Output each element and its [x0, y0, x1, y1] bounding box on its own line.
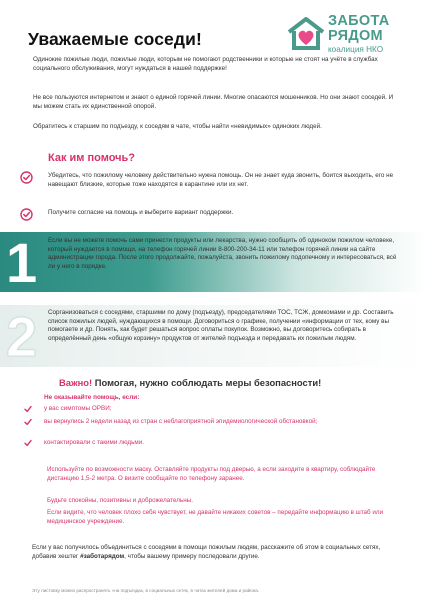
- condition-text: у вас симптомы ОРВИ;: [44, 405, 112, 412]
- logo-subtitle: коалиция НКО: [328, 45, 384, 54]
- option-text: Если вы не можете помочь сами принести продукты или лекарства, нужно сообщить об одиноком пожилом человеке, который нуждается в помощи, на телефон горячей линии 8-800-200-34-11 или телефон горячей линии на сайте администрации города. После этого продолжайте, пожалуйста, звонить пожилому подопечному и интересоваться, всё ли у него в порядке.: [48, 237, 397, 270]
- advice-paragraph: Будьте спокойны, позитивны и доброжелательны.: [47, 497, 193, 504]
- check-mark-icon: [24, 439, 32, 447]
- check-mark-icon: [24, 405, 32, 413]
- safety-heading-accent: Важно!: [59, 377, 93, 388]
- safety-heading: [59, 377, 321, 388]
- closing-text-start: Если у вас получилось объединиться с соседями в помощи пожилым людям, расскажите об этом в социальных сетях, добавив хештег: [32, 544, 381, 560]
- logo: [286, 12, 416, 58]
- check-circle-icon: [20, 208, 33, 221]
- advice-paragraph: Если видите, что человек плохо себя чувствует, не давайте никаких советов – передайте информацию в штаб или медицинское учреждение.: [47, 509, 384, 525]
- check-item-text: Убедитесь, что пожилому человеку действительно нужна помощь. Он не знает куда звонить, боится выходить, его не навещают близкие, которые тоже находятся в карантине или их нет.: [48, 172, 394, 188]
- option-number: 2: [6, 305, 38, 368]
- logo-text-line1: ЗАБОТА: [328, 13, 390, 29]
- closing-text-end: , чтобы вашему примеру последовали другие.: [124, 552, 260, 560]
- advice-paragraph: Используйте по возможности маску. Оставляйте продукты под дверью, а если заходите в квартиру, соблюдайте дистанцию 1,5-2 метра. О визите сообщайте по телефону заранее.: [47, 466, 376, 482]
- check-item-text: Получите согласие на помощь и выберите вариант поддержки.: [48, 209, 234, 216]
- option-text: Сорганизоваться с соседями, старшими по дому (подъезду), председателями ТОС, ТСЖ, домкомами и др. Составить список пожилых людей, нуждающихся в помощи. Договориться о графике, получении «информации от тех, кому вы помогаете и др. Понять, как будет решаться вопрос оплаты покупок. Возможно, вы договоритесь собирать в определённый день «общую корзину» продуктов от жителей подъезда и передавать их пожилым людям.: [48, 309, 394, 342]
- fine-print: Эту листовку можно распространять «на подъездах, в социальных сетях, в чатах жителей дома и района.: [32, 588, 260, 593]
- how-to-help-heading: Как им помочь?: [48, 152, 136, 164]
- intro-paragraph-2: Не все пользуются интернетом и знают о единой горячей линии. Многие опасаются мошенников. Но они знают соседей. И мы можем стать их единственной опорой.: [33, 94, 394, 110]
- house-heart-icon: [286, 16, 326, 50]
- condition-text: контактировали с такими людьми.: [44, 439, 144, 446]
- intro-paragraph-1: Одинокие пожилые люди, пожилые люди, которым не помогают родственники и которые не стоят на учёте в службах социального обслуживания, могут нуждаться в нашей поддержке!: [33, 56, 378, 72]
- option-number: 1: [6, 231, 38, 294]
- check-mark-icon: [24, 418, 32, 426]
- check-circle-icon: [20, 171, 33, 184]
- intro-paragraph-3: Обратитесь к старшим по подъезду, к соседям в чате, чтобы найти «невидимых» одиноких людей.: [33, 123, 322, 130]
- safety-heading-text: Помогая, нужно соблюдать меры безопасности!: [94, 377, 322, 388]
- no-help-label: Не оказывайте помощь, если:: [44, 394, 140, 401]
- logo-text-line2: РЯДОМ: [328, 28, 383, 44]
- hashtag: #заботарядом: [80, 552, 125, 560]
- closing-paragraph: [32, 544, 402, 561]
- condition-text: вы вернулись 2 недели назад из стран с неблагоприятной эпидемиологической обстановкой;: [44, 418, 318, 425]
- page-title: Уважаемые соседи!: [28, 29, 202, 49]
